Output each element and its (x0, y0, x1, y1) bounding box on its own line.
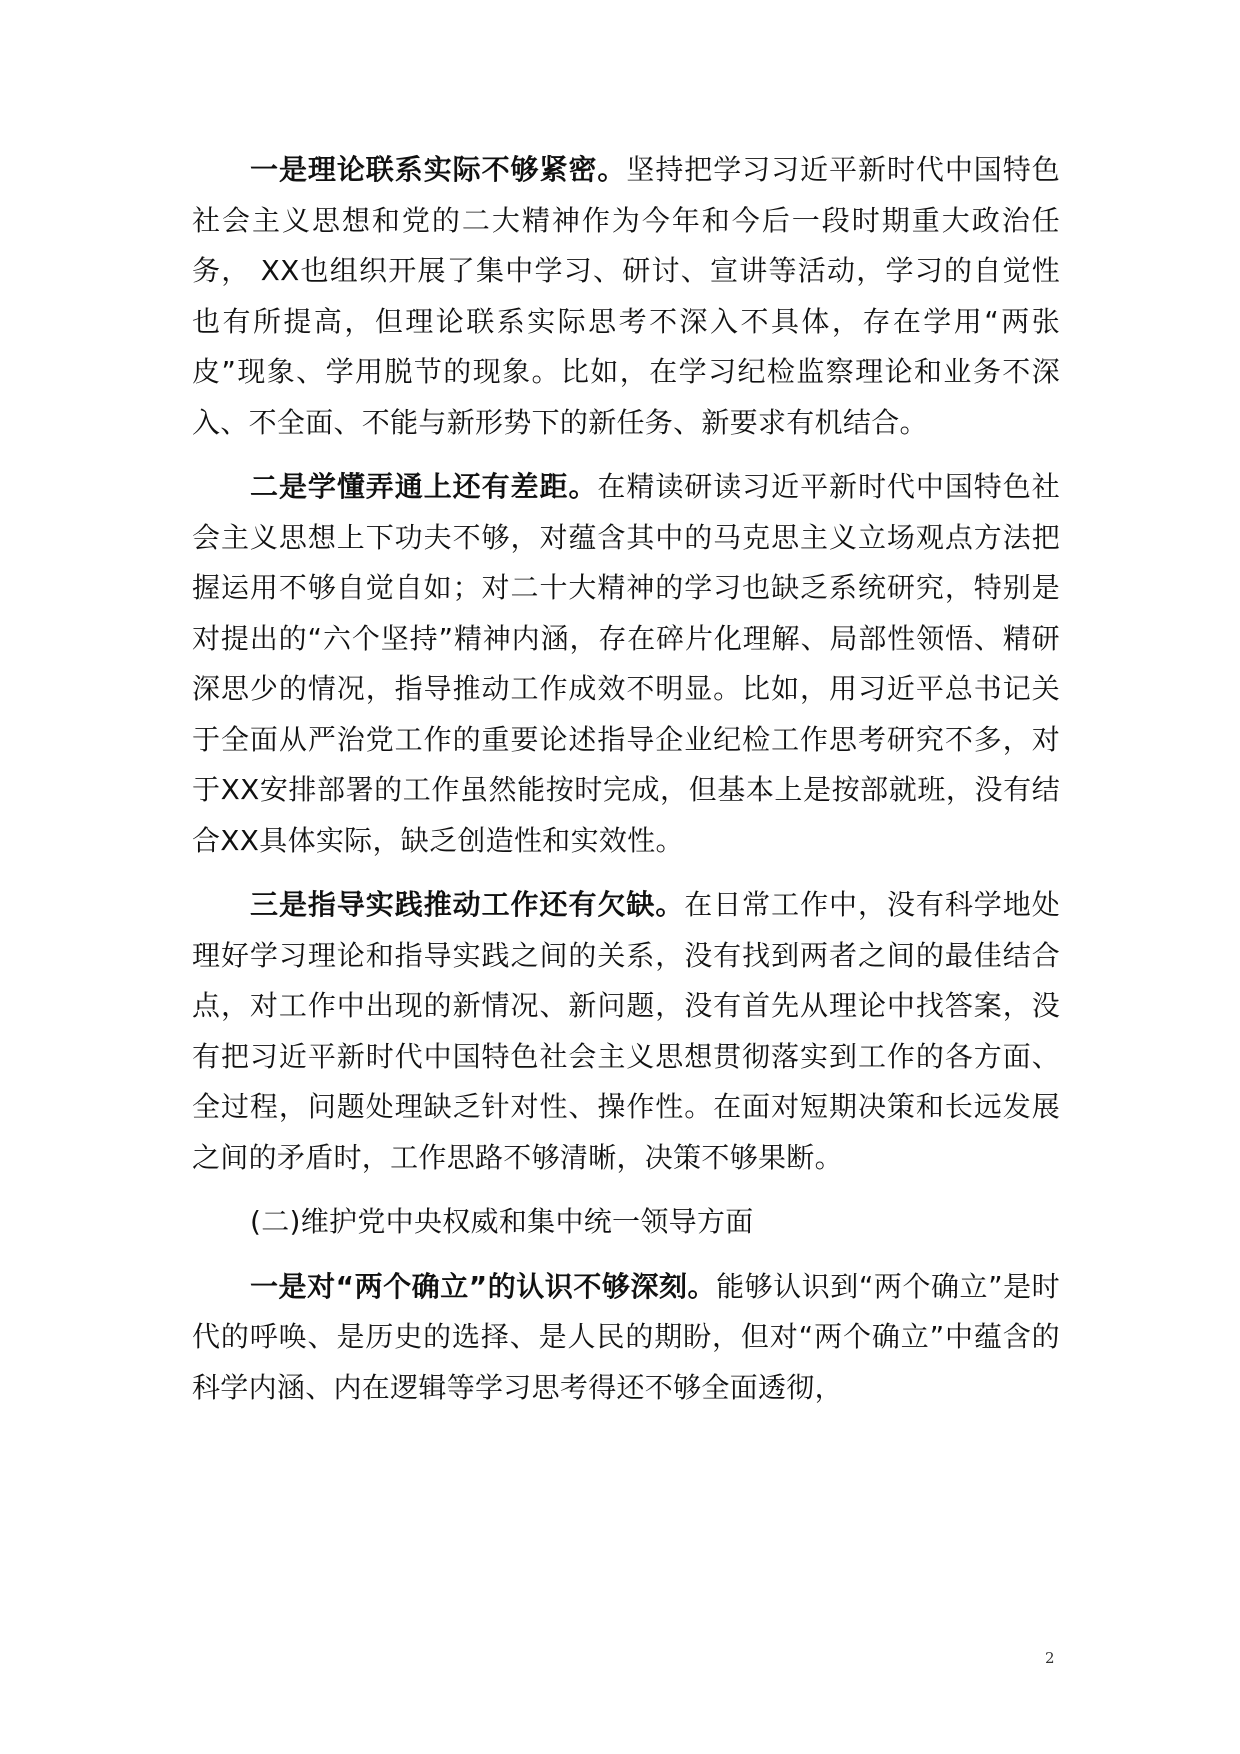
page-number: 2 (1045, 1649, 1055, 1667)
paragraph-4 (192, 1262, 1060, 1414)
paragraph-1-text: 坚持把学习习近平新时代中国特色社会主义思想和党的二大精神作为今年和今后一段时期重大政治任务， XX也组织开展了集中学习、研讨、宣讲等活动，学习的自觉性也有所提高，但理论联系实际思考不深入不具体，存在学用“两张皮”现象、学用脱节的现象。比如，在学习纪检监察理论和业务不深入、不全面、不能与新形势下的新任务、新要求有机结合。 (192, 153, 1060, 439)
paragraph-4-lead: 一是对“两个确立”的认识不够深刻。 (250, 1269, 717, 1303)
paragraph-3 (192, 880, 1060, 1183)
paragraph-1-lead: 一是理论联系实际不够紧密。 (250, 153, 627, 186)
section-heading (192, 1197, 1060, 1248)
document-body (192, 145, 1060, 1427)
paragraph-2-text: 在精读研读习近平新时代中国特色社会主义思想上下功夫不够，对蕴含其中的马克思主义立场观点方法把握运用不够自觉自如；对二十大精神的学习也缺乏系统研究，特别是对提出的“六个坚持”精神内涵，存在碎片化理解、局部性领悟、精研深思少的情况，指导推动工作成效不明显。比如，用习近平总书记关于全面从严治党工作的重要论述指导企业纪检工作思考研究不多，对于XX安排部署的工作虽然能按时完成，但基本上是按部就班，没有结合XX具体实际，缺乏创造性和实效性。 (192, 470, 1060, 857)
paragraph-2 (192, 462, 1060, 866)
section-heading-text: (二)维护党中央权威和集中统一领导方面 (250, 1205, 754, 1238)
paragraph-1 (192, 145, 1060, 448)
paragraph-3-text: 在日常工作中，没有科学地处理好学习理论和指导实践之间的关系，没有找到两者之间的最佳结合点，对工作中出现的新情况、新问题，没有首先从理论中找答案，没有把习近平新时代中国特色社会主义思想贯彻落实到工作的各方面、全过程，问题处理缺乏针对性、操作性。在面对短期决策和长远发展之间的矛盾时，工作思路不够清晰，决策不够果断。 (192, 888, 1060, 1174)
paragraph-4-text: 能够认识到“两个确立”是时代的呼唤、是历史的选择、是人民的期盼，但对“两个确立”中蕴含的科学内涵、内在逻辑等学习思考得还不够全面透彻， (192, 1269, 1060, 1404)
paragraph-3-lead: 三是指导实践推动工作还有欠缺。 (250, 888, 685, 921)
paragraph-2-lead: 二是学懂弄通上还有差距。 (250, 470, 598, 503)
